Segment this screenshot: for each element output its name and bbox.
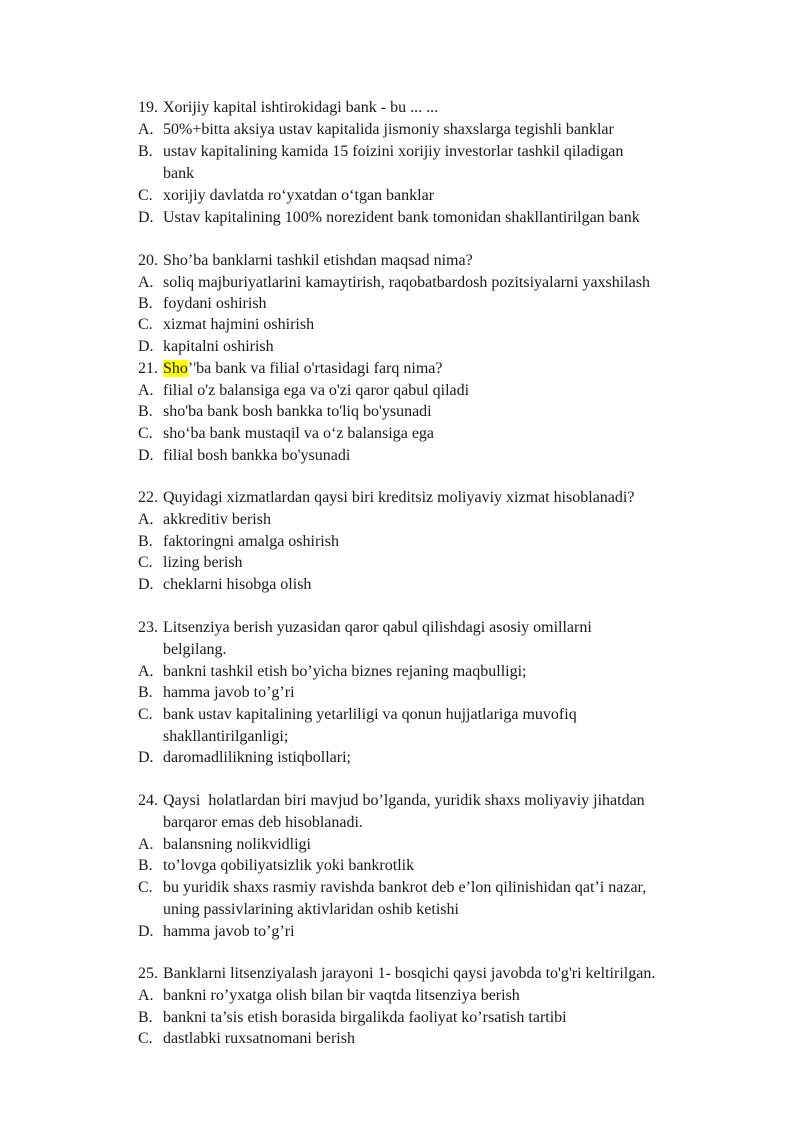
- question-22: [138, 487, 634, 509]
- option-25-c: [138, 1028, 355, 1050]
- option-text: bank ustav kapitalining yetarliligi va qonun hujjatlariga muvofiq: [163, 706, 577, 723]
- option-text: bankni ro’yxatga olish bilan bir vaqtda litsenziya berish: [163, 987, 520, 1004]
- option-19-a: [138, 119, 614, 141]
- option-20-a: [138, 272, 650, 294]
- option-letter: D.: [138, 447, 154, 464]
- option-23-b: [138, 682, 295, 704]
- question-number: 21.: [138, 360, 158, 377]
- option-text: daromadlilikning istiqbollari;: [163, 749, 351, 766]
- option-24-c: [138, 877, 646, 899]
- option-text: ustav kapitalining kamida 15 foizini xorijiy investorlar tashkil qiladigan: [163, 143, 624, 160]
- option-text: xizmat hajmini oshirish: [163, 316, 315, 333]
- option-24-d: [138, 921, 295, 943]
- option-text: kapitalni oshirish: [163, 338, 274, 355]
- option-23-c-cont: shakllantirilganligi;: [163, 728, 289, 745]
- option-text: bankni ta’sis etish borasida birgalikda faoliyat ko’rsatish tartibi: [163, 1009, 567, 1026]
- question-text: Banklarni litsenziyalash jarayoni 1- bosqichi qaysi javobda to'g'ri keltirilgan.: [163, 965, 656, 982]
- option-text: bu yuridik shaxs rasmiy ravishda bankrot deb e’lon qilinishidan qat’i nazar,: [163, 879, 647, 896]
- option-letter: A.: [138, 836, 154, 853]
- option-letter: C.: [138, 554, 153, 571]
- question-20: [138, 250, 473, 272]
- option-25-b: [138, 1007, 567, 1029]
- question-text: Sho’ba banklarni tashkil etishdan maqsad nima?: [163, 252, 473, 269]
- highlighted-text: Sho: [163, 360, 188, 377]
- option-letter: B.: [138, 857, 153, 874]
- option-text: faktoringni amalga oshirish: [163, 533, 339, 550]
- option-letter: D.: [138, 338, 154, 355]
- question-text: Quyidagi xizmatlardan qaysi biri kreditsiz moliyaviy xizmat hisoblanadi?: [163, 489, 635, 506]
- option-letter: D.: [138, 576, 154, 593]
- option-20-c: [138, 314, 314, 336]
- option-text: cheklarni hisobga olish: [163, 576, 312, 593]
- option-19-d: [138, 207, 640, 229]
- option-letter: C.: [138, 1030, 153, 1047]
- option-letter: B.: [138, 533, 153, 550]
- question-24-cont: barqaror emas deb hisoblanadi.: [163, 814, 363, 831]
- option-text: xorijiy davlatda ro‘yxatdan o‘tgan banklar: [163, 187, 435, 204]
- question-number: 24.: [138, 792, 158, 809]
- option-20-d: [138, 336, 274, 358]
- option-letter: A.: [138, 663, 154, 680]
- option-text: balansning nolikvidligi: [163, 836, 311, 853]
- option-letter: A.: [138, 121, 154, 138]
- option-24-b: [138, 855, 414, 877]
- question-text: Qaysi holatlardan biri mavjud bo’lganda, yuridik shaxs moliyaviy jihatdan: [163, 792, 645, 809]
- option-text: soliq majburiyatlarini kamaytirish, raqobatbardosh pozitsiyalarni yaxshilash: [163, 274, 650, 291]
- question-number: 19.: [138, 99, 158, 116]
- option-21-c: [138, 423, 434, 445]
- option-letter: B.: [138, 684, 153, 701]
- option-letter: A.: [138, 511, 154, 528]
- option-text: filial bosh bankka bo'ysunadi: [163, 447, 351, 464]
- option-22-a: [138, 509, 271, 531]
- option-text: sho‘ba bank mustaqil va o‘z balansiga ega: [163, 425, 435, 442]
- option-text: hamma javob to’g’ri: [163, 684, 295, 701]
- option-23-c: [138, 704, 577, 726]
- question-24: [138, 790, 645, 812]
- option-letter: A.: [138, 274, 154, 291]
- option-letter: B.: [138, 403, 153, 420]
- question-23: [138, 617, 592, 639]
- option-text: filial o'z balansiga ega va o'zi qaror qabul qiladi: [163, 382, 470, 399]
- option-21-b: [138, 401, 432, 423]
- question-25: [138, 963, 655, 985]
- question-number: 20.: [138, 252, 158, 269]
- option-text: bankni tashkil etish bo’yicha biznes rejaning maqbulligi;: [163, 663, 527, 680]
- option-25-a: [138, 985, 520, 1007]
- option-letter: D.: [138, 923, 154, 940]
- option-letter: C.: [138, 425, 153, 442]
- option-letter: C.: [138, 316, 153, 333]
- option-text: 50%+bitta aksiya ustav kapitalida jismoniy shaxslarga tegishli banklar: [163, 121, 614, 138]
- option-letter: C.: [138, 879, 153, 896]
- option-19-b-cont: bank: [163, 165, 195, 182]
- option-22-d: [138, 574, 311, 596]
- option-text: Ustav kapitalining 100% norezident bank tomonidan shakllantirilgan bank: [163, 209, 640, 226]
- option-text: sho'ba bank bosh bankka to'liq bo'ysunadi: [163, 403, 432, 420]
- option-letter: A.: [138, 382, 154, 399]
- question-23-cont: belgilang.: [163, 641, 227, 658]
- option-21-a: [138, 380, 469, 402]
- option-letter: C.: [138, 706, 153, 723]
- option-letter: A.: [138, 987, 154, 1004]
- option-22-b: [138, 531, 339, 553]
- question-text: Xorijiy kapital ishtirokidagi bank - bu ... ...: [163, 99, 439, 116]
- option-20-b: [138, 293, 267, 315]
- option-text: to’lovga qobiliyatsizlik yoki bankrotlik: [163, 857, 415, 874]
- question-text: ’'ba bank va filial o'rtasidagi farq nima?: [187, 360, 443, 377]
- option-19-b: [138, 141, 623, 163]
- question-number: 22.: [138, 489, 158, 506]
- option-24-a: [138, 834, 311, 856]
- option-19-c: [138, 185, 434, 207]
- question-19: [138, 97, 438, 119]
- option-text: lizing berish: [163, 554, 243, 571]
- option-23-a: [138, 661, 526, 683]
- option-text: dastlabki ruxsatnomani berish: [163, 1030, 355, 1047]
- option-23-d: [138, 747, 351, 769]
- option-letter: B.: [138, 1009, 153, 1026]
- option-letter: B.: [138, 143, 153, 160]
- option-22-c: [138, 552, 243, 574]
- question-number: 25.: [138, 965, 158, 982]
- option-letter: C.: [138, 187, 153, 204]
- option-24-c-cont: uning passivlarining aktivlaridan oshib ketishi: [163, 901, 459, 918]
- question-text: Litsenziya berish yuzasidan qaror qabul qilishdagi asosiy omillarni: [163, 619, 592, 636]
- question-21: [138, 358, 442, 380]
- option-letter: B.: [138, 295, 153, 312]
- option-letter: D.: [138, 209, 154, 226]
- option-text: hamma javob to’g’ri: [163, 923, 295, 940]
- option-letter: D.: [138, 749, 154, 766]
- option-21-d: [138, 445, 350, 467]
- option-text: akkreditiv berish: [163, 511, 271, 528]
- question-number: 23.: [138, 619, 158, 636]
- option-text: foydani oshirish: [163, 295, 267, 312]
